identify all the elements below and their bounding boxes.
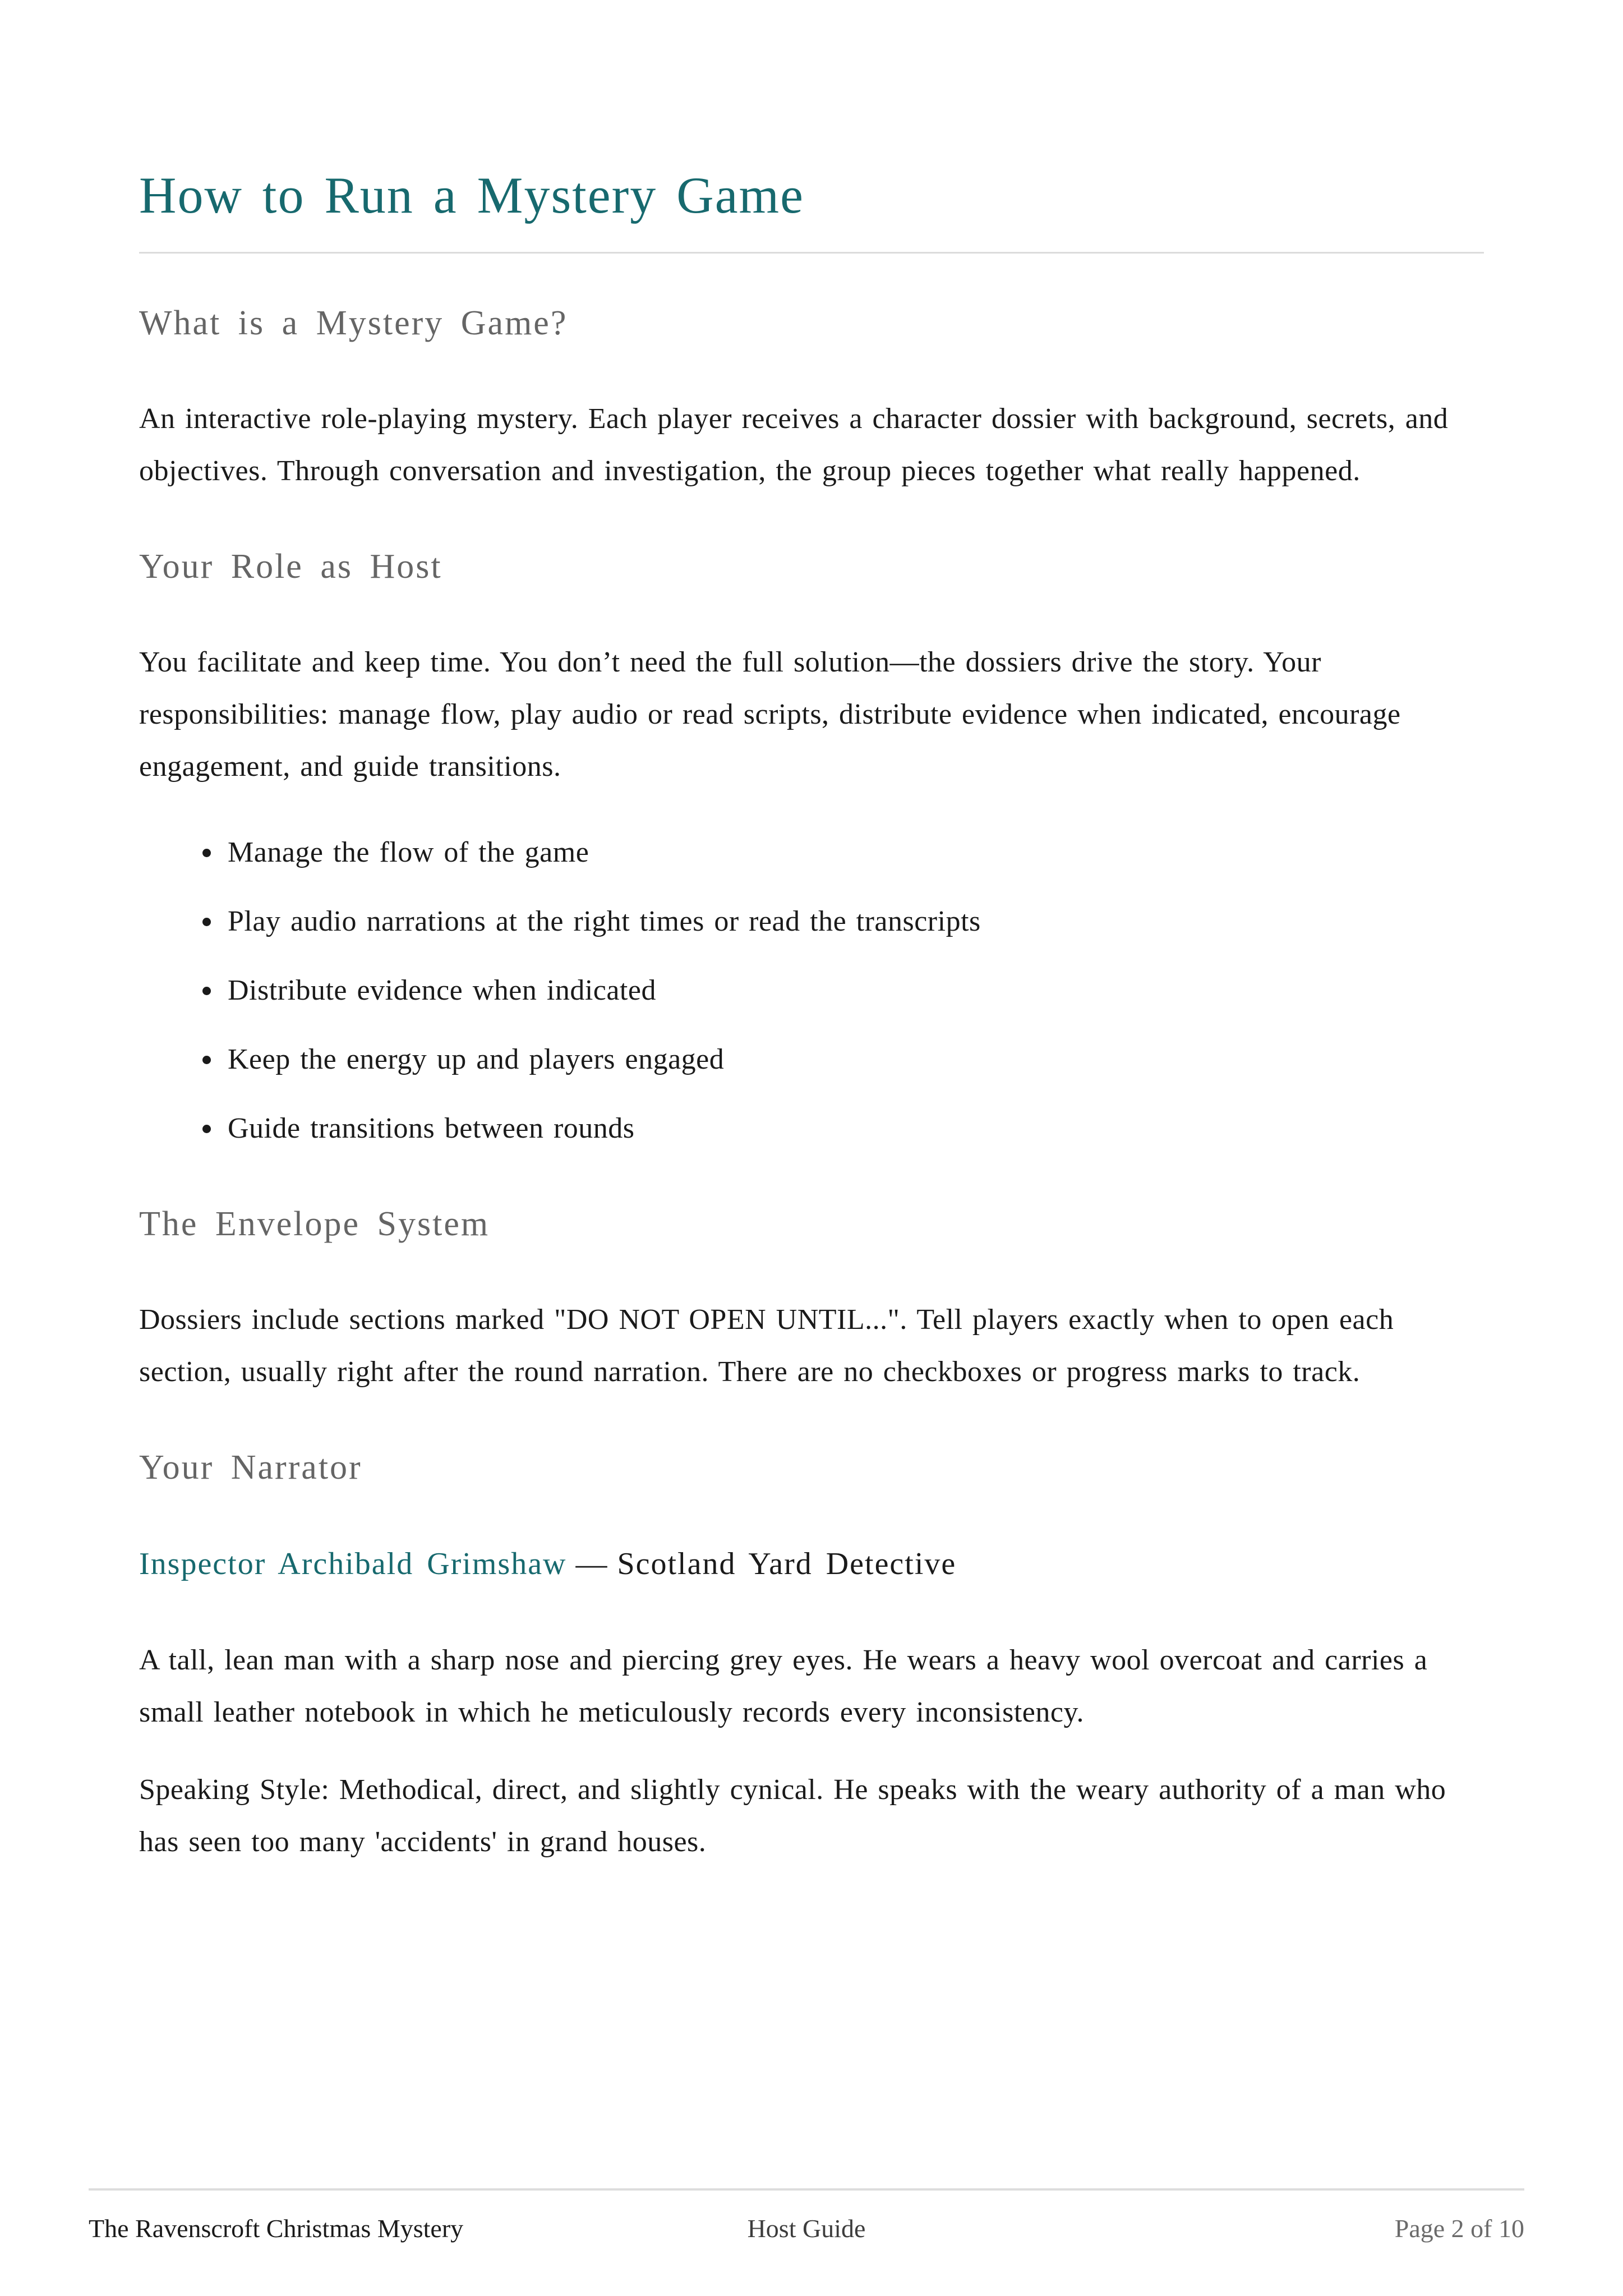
host-duties-list — [139, 826, 1484, 1154]
section-heading-your-narrator: Your Narrator — [139, 1448, 362, 1487]
page-footer — [89, 2188, 1524, 2244]
envelope-paragraph: Dossiers include sections marked "DO NOT OPEN UNTIL...". Tell players exactly when to open each section, usually right after the round narration. There are no checkboxes or progress marks to track. — [139, 1304, 1394, 1388]
host-duty-item: • Distribute evidence when indicated — [223, 964, 1484, 1016]
narrator-speaking-style-paragraph: Speaking Style: Methodical, direct, and slightly cynical. He speaks with the weary authority of a man who has seen too many 'accidents' in grand houses. — [139, 1773, 1446, 1858]
host-duty-item: • Guide transitions between rounds — [223, 1102, 1484, 1154]
intro-paragraph: An interactive role-playing mystery. Each player receives a character dossier with background, secrets, and objectives. Through conversation and investigation, the group pieces together what really happened. — [139, 402, 1449, 487]
narrator-role: Scotland Yard Detective — [617, 1547, 957, 1582]
host-duty-item: • Play audio narrations at the right times or read the transcripts — [223, 895, 1484, 947]
section-heading-the-envelope-system: The Envelope System — [139, 1204, 490, 1243]
narrator-name: Inspector Archibald Grimshaw — [139, 1547, 567, 1582]
section-heading-your-role-as-host: Your Role as Host — [139, 547, 442, 586]
footer-book-title: The Ravenscroft Christmas Mystery — [89, 2214, 464, 2243]
section-heading-what-is-a-mystery-game: What is a Mystery Game? — [139, 303, 568, 342]
page-title: How to Run a Mystery Game — [139, 167, 804, 224]
narrator-dash: — — [575, 1547, 608, 1582]
narrator-heading — [139, 1545, 1484, 1583]
title-divider — [139, 252, 1484, 254]
narrator-description-paragraph: A tall, lean man with a sharp nose and piercing grey eyes. He wears a heavy wool overcoat and carries a small leather notebook in which he meticulously records every inconsistency. — [139, 1644, 1428, 1728]
footer-doc-type: Host Guide — [747, 2214, 866, 2243]
footer-page-number: Page 2 of 10 — [1394, 2214, 1524, 2243]
host-duty-item: • Keep the energy up and players engaged — [223, 1033, 1484, 1085]
host-role-paragraph: You facilitate and keep time. You don’t need the full solution—the dossiers drive the story. Your responsibilities: manage flow, play audio or read scripts, distribute evidence when indicated, encourage engagement, and guide transitions. — [139, 646, 1401, 783]
host-duty-item: • Manage the flow of the game — [223, 826, 1484, 878]
